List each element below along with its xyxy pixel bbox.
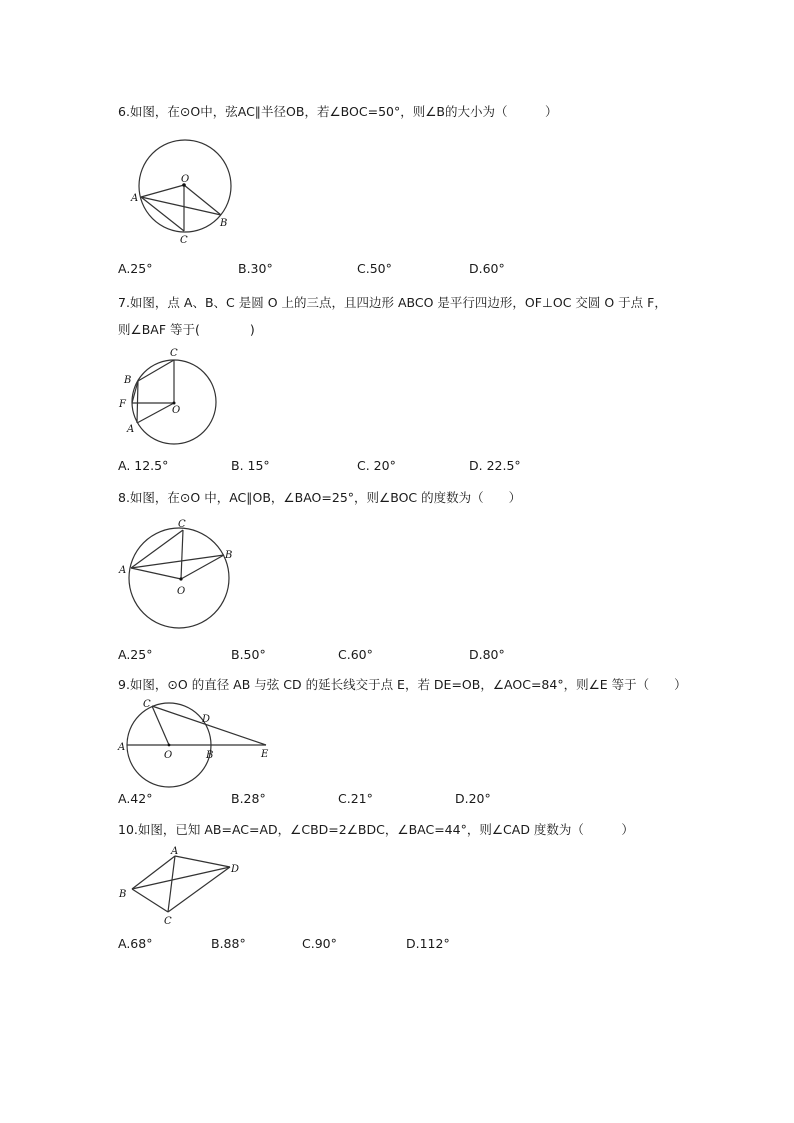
q8-choice-b: B.50°: [231, 647, 266, 662]
label-a: A: [119, 565, 127, 576]
label-a: A: [131, 193, 139, 204]
segment-ac: [168, 856, 175, 912]
center-point: [179, 577, 182, 580]
segment-ao: [141, 185, 184, 197]
question-7-stem-line-2: 则∠BAF 等于( ): [118, 322, 255, 337]
label-c: C: [178, 519, 186, 530]
label-e: E: [261, 749, 269, 760]
q8-choice-c: C.60°: [338, 647, 373, 662]
question-6-stem: 6.如图，在⊙O中，弦AC∥半径OB，若∠BOC=50°，则∠B的大小为（ ）: [118, 104, 558, 119]
label-a: A: [118, 742, 126, 753]
q10-choice-b: B.88°: [211, 936, 246, 951]
segment-ao: [137, 403, 174, 423]
question-8-stem: 8.如图，在⊙O 中，AC∥OB，∠BAO=25°，则∠BOC 的度数为（ ）: [118, 490, 522, 505]
q9-choice-b: B.28°: [231, 791, 266, 806]
q6-choice-b: B.30°: [238, 261, 273, 276]
label-c: C: [164, 916, 172, 927]
question-7-figure: [116, 345, 220, 445]
label-a: A: [171, 846, 179, 857]
q10-choice-a: A.68°: [118, 936, 153, 951]
q7-choice-d: D. 22.5°: [469, 458, 521, 473]
segment-oc: [181, 530, 183, 579]
segment-bc: [138, 360, 174, 381]
line-ce: [152, 706, 266, 745]
question-6-figure: [128, 134, 238, 250]
label-o: O: [172, 405, 181, 416]
label-f: F: [119, 399, 126, 410]
q7-choice-a: A. 12.5°: [118, 458, 169, 473]
label-b: B: [119, 889, 127, 900]
q10-choice-d: D.112°: [406, 936, 450, 951]
segment-oc: [152, 706, 169, 745]
label-o: O: [177, 586, 186, 597]
q10-choice-c: C.90°: [302, 936, 337, 951]
label-d: D: [231, 864, 240, 875]
question-7-stem-line-1: 7.如图，点 A、B、C 是圆 O 上的三点，且四边形 ABCO 是平行四边形，OF⊥OC 交圆 O 于点 F，: [118, 295, 667, 310]
segment-ba: [137, 381, 138, 423]
q6-choice-a: A.25°: [118, 261, 153, 276]
question-9-stem: 9.如图，⊙O 的直径 AB 与弦 CD 的延长线交于点 E，若 DE=OB，∠AOC=84°，则∠E 等于（ ）: [118, 677, 687, 692]
label-o: O: [164, 750, 173, 761]
q6-choice-c: C.50°: [357, 261, 392, 276]
label-d: D: [202, 714, 211, 725]
segment-ao: [131, 568, 181, 579]
label-b: B: [225, 550, 233, 561]
label-b: B: [206, 750, 214, 761]
q6-choice-d: D.60°: [469, 261, 505, 276]
label-c: C: [170, 348, 178, 359]
segment-ab: [131, 555, 224, 568]
label-c: C: [143, 699, 151, 710]
label-b: B: [220, 218, 228, 229]
q9-choice-a: A.42°: [118, 791, 153, 806]
q9-choice-c: C.21°: [338, 791, 373, 806]
segment-bc: [132, 889, 168, 912]
question-9-figure: [116, 694, 276, 784]
center-point: [168, 744, 171, 747]
question-10-figure: [116, 845, 246, 930]
label-a: A: [127, 424, 135, 435]
q7-choice-c: C. 20°: [357, 458, 396, 473]
label-o: O: [181, 174, 190, 185]
q9-choice-d: D.20°: [455, 791, 491, 806]
label-c: C: [180, 235, 188, 246]
segment-ad: [175, 856, 230, 867]
q7-choice-b: B. 15°: [231, 458, 270, 473]
q8-choice-a: A.25°: [118, 647, 153, 662]
question-8-figure: [116, 514, 240, 634]
label-b: B: [124, 375, 132, 386]
q8-choice-d: D.80°: [469, 647, 505, 662]
question-10-stem: 10.如图，已知 AB=AC=AD，∠CBD=2∠BDC，∠BAC=44°，则∠CAD 度数为（ ）: [118, 822, 634, 837]
